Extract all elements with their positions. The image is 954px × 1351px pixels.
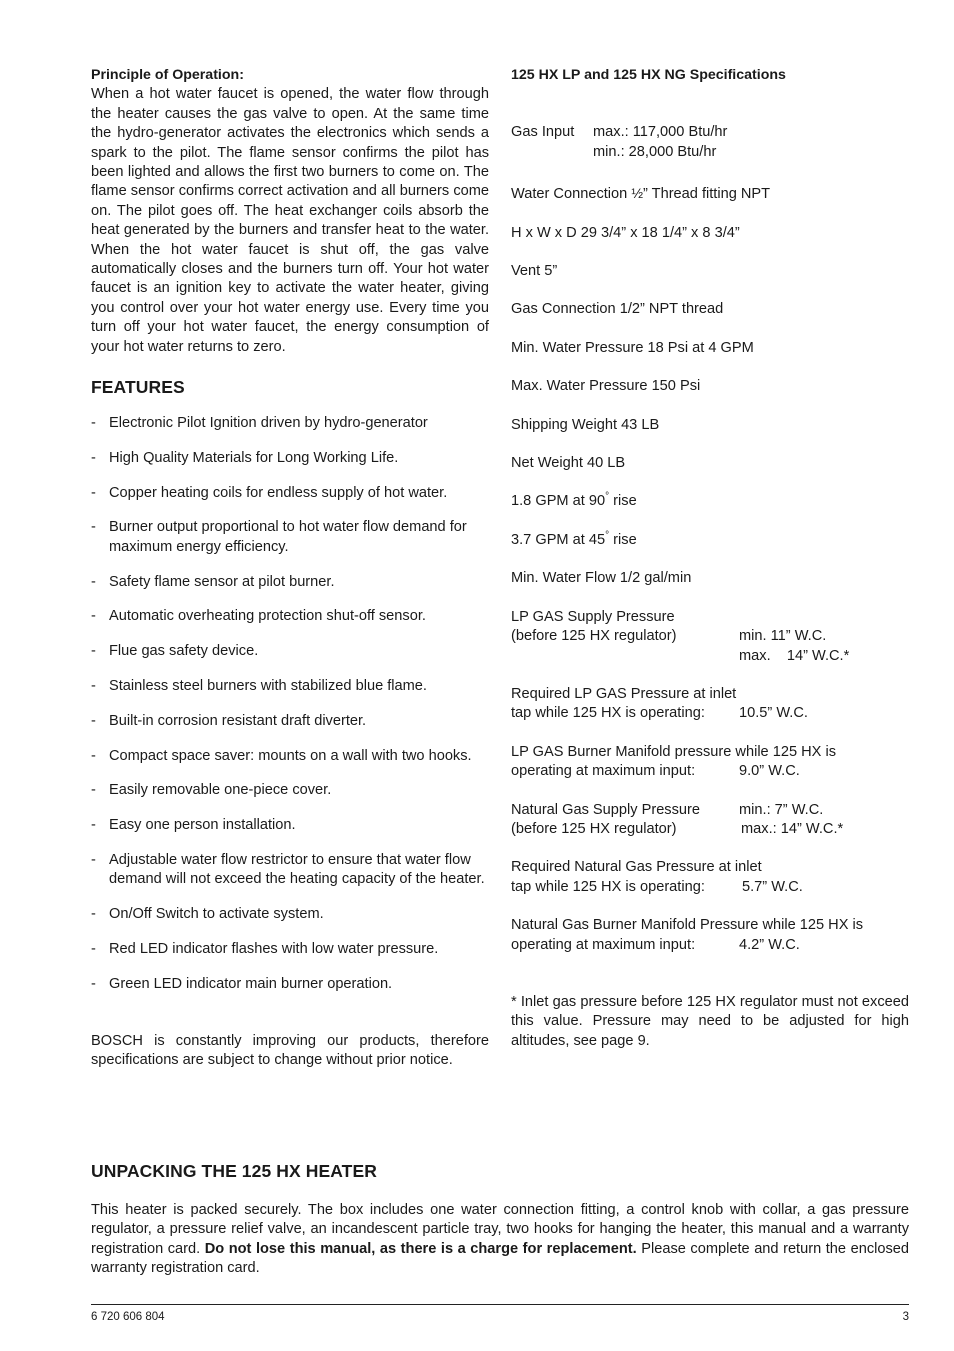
ng-supply-min: min.: 7” W.C. [739, 801, 824, 818]
feature-item [91, 677, 489, 696]
unpacking-body-text: This heater is packed securely. The box includes one water connection fitting, a control knob with collar, a gas pressure regulator, a pressure relief valve, an incandescent particle tray, two hooks for hanging the heater, this manual and a warranty registration card. [91, 1202, 909, 1257]
principle-body: When a hot water faucet is opened, the water flow through the heater causes the gas valve to open. At the same time the hydro-generator activates the electronics which sends a spark to the pilot. The flame sensor confirms the pilot has been lighted and allows the first two burners to come on. The flame sensor confirms correct activation and all burners come on. The pilot goes off. The heat exchanger coils absorb the heat generated by the burners and transfer heat to the water. When the hot water faucet is shut off, the gas valve automatically closes and the burners turn off. Your hot water faucet is an ignition key to activate the water heater, giving you control over your hot water energy use. Every time you turn off your hot water faucet, the energy consumption of your hot water returns to zero. [91, 86, 489, 355]
bullet-dash: - [91, 747, 96, 764]
page-number: 3 [902, 1311, 909, 1323]
bullet-dash: - [91, 975, 96, 992]
lp-supply-spec [511, 608, 849, 666]
gpm-90-value: 1.8 GPM at 90 [511, 493, 606, 510]
lp-manifold-note: operating at maximum input: [511, 763, 696, 780]
ng-supply-label: Natural Gas Supply Pressure [511, 801, 700, 818]
feature-item [91, 518, 489, 557]
water-connection-fraction: ½ [631, 185, 644, 202]
bullet-dash: - [91, 573, 96, 590]
unpacking-section [91, 1160, 909, 1279]
gpm-90-rise: rise [609, 493, 637, 510]
bullet-dash: - [91, 712, 96, 729]
bullet-dash: - [91, 782, 96, 799]
bullet-dash: - [91, 449, 96, 466]
ng-inlet-label: Required Natural Gas Pressure at inlet [511, 859, 762, 876]
max-water-pressure-spec: Max. Water Pressure 150 Psi [511, 378, 701, 395]
bullet-dash: - [91, 941, 96, 958]
bullet-dash: - [91, 817, 96, 834]
unpacking-body [91, 1201, 909, 1279]
features-list [91, 414, 489, 994]
feature-item [91, 781, 489, 800]
feature-item [91, 816, 489, 835]
lp-manifold-label: LP GAS Burner Manifold pressure while 125 HX is [511, 743, 837, 760]
lp-supply-max-value: 14” W.C.* [786, 647, 850, 664]
document-number: 6 720 606 804 [91, 1311, 165, 1323]
bullet-dash: - [91, 415, 96, 432]
lp-supply-min: min. 11” W.C. [739, 628, 827, 645]
unpacking-heading: UNPACKING THE 125 HX HEATER [91, 1161, 377, 1181]
feature-text: Green LED indicator main burner operation. [109, 975, 393, 992]
degree-symbol: ° [605, 530, 610, 542]
gpm-45-value: 3.7 GPM at 45 [511, 531, 606, 548]
water-connection-spec [511, 184, 909, 204]
lp-supply-note: (before 125 HX regulator) [511, 628, 677, 645]
specs-footnote: * Inlet gas pressure before 125 HX regulator must not exceed this value. Pressure may need to be adjusted for high altitudes, see page 9. [511, 993, 909, 1049]
lp-supply-label: LP GAS Supply Pressure [511, 608, 675, 625]
lp-manifold-spec [511, 743, 836, 782]
feature-text: Adjustable water flow restrictor to ensure that water flow demand will not exceed the heating capacity of the heater. [109, 852, 485, 888]
water-connection-label: Water Connection [511, 186, 632, 203]
unpacking-warning: Do not lose this manual, as there is a charge for replacement. [204, 1240, 637, 1257]
feature-item [91, 747, 489, 766]
feature-item [91, 975, 489, 994]
feature-item [91, 642, 489, 661]
lp-supply-max [739, 647, 849, 666]
feature-text: Built-in corrosion resistant draft diverter. [109, 712, 367, 729]
feature-text: Compact space saver: mounts on a wall with two hooks. [109, 747, 472, 764]
ng-inlet-spec [511, 858, 803, 897]
unpacking-body-closing: Please complete and return the enclosed warranty registration card. [91, 1240, 910, 1277]
feature-text: Easily removable one-piece cover. [109, 782, 332, 799]
gpm-45-spec [511, 531, 909, 550]
lp-inlet-note: tap while 125 HX is operating: [511, 705, 705, 722]
gas-connection-spec: Gas Connection 1/2” NPT thread [511, 301, 724, 318]
lp-inlet-spec [511, 685, 808, 724]
feature-item [91, 449, 489, 468]
ng-supply-max: max.: 14” W.C.* [741, 820, 844, 837]
ng-supply-note: (before 125 HX regulator) [511, 820, 677, 837]
lp-manifold-value: 9.0” W.C. [739, 763, 800, 780]
gas-input-label: Gas Input [511, 124, 575, 141]
feature-item [91, 484, 489, 503]
vent-spec: Vent 5” [511, 263, 558, 280]
water-connection-thread: ” Thread fitting NPT [643, 186, 771, 203]
feature-text: Stainless steel burners with stabilized blue flame. [109, 678, 427, 695]
bullet-dash: - [91, 852, 96, 869]
left-column [91, 66, 489, 1070]
lp-inlet-label: Required LP GAS Pressure at inlet [511, 685, 737, 702]
feature-text: On/Off Switch to activate system. [109, 906, 324, 923]
ng-supply-spec [511, 801, 843, 840]
feature-text: Flue gas safety device. [109, 643, 259, 660]
feature-text: Copper heating coils for endless supply of hot water. [109, 484, 448, 501]
feature-text: Burner output proportional to hot water flow demand for maximum energy efficiency. [109, 519, 467, 555]
bosch-notice: BOSCH is constantly improving our products, therefore specifications are subject to change without prior notice. [91, 1032, 489, 1069]
bullet-dash: - [91, 906, 96, 923]
gas-input-min: min.: 28,000 Btu/hr [593, 143, 717, 160]
specs-title: 125 HX LP and 125 HX NG Specifications [511, 67, 786, 83]
feature-item [91, 607, 489, 626]
dimensions-spec: H x W x D 29 3/4” x 18 1/4” x 8 3/4” [511, 224, 740, 241]
bullet-dash: - [91, 484, 96, 501]
ng-inlet-value: 5.7” W.C. [742, 878, 803, 895]
footer-divider [91, 1304, 909, 1305]
features-heading: FEATURES [91, 377, 185, 398]
feature-text: Easy one person installation. [109, 817, 296, 834]
feature-item [91, 414, 489, 433]
right-column [511, 66, 909, 1051]
lp-inlet-value: 10.5” W.C. [739, 705, 808, 722]
feature-item [91, 851, 489, 890]
bullet-dash: - [91, 519, 96, 536]
ng-manifold-spec [511, 916, 863, 955]
ng-manifold-label: Natural Gas Burner Manifold Pressure while 125 HX is [511, 917, 864, 934]
ng-inlet-note: tap while 125 HX is operating: [511, 878, 705, 895]
gas-input-spec [511, 123, 727, 162]
ng-manifold-note: operating at maximum input: [511, 936, 696, 953]
feature-text: Automatic overheating protection shut-off sensor. [109, 608, 426, 625]
bullet-dash: - [91, 608, 96, 625]
feature-text: Safety flame sensor at pilot burner. [109, 573, 335, 590]
bullet-dash: - [91, 678, 96, 695]
principle-title: Principle of Operation: [91, 67, 244, 83]
min-water-pressure-spec: Min. Water Pressure 18 Psi at 4 GPM [511, 339, 754, 356]
shipping-weight-spec: Shipping Weight 43 LB [511, 416, 660, 433]
gas-input-max: max.: 117,000 Btu/hr [593, 124, 728, 141]
feature-item [91, 940, 489, 959]
gpm-45-rise: rise [609, 531, 637, 548]
bullet-dash: - [91, 643, 96, 660]
ng-manifold-value: 4.2” W.C. [739, 936, 800, 953]
feature-text: High Quality Materials for Long Working Life. [109, 449, 399, 466]
lp-supply-max-label: max. [739, 647, 771, 664]
feature-text: Electronic Pilot Ignition driven by hydro-generator [109, 415, 428, 432]
degree-symbol: ° [605, 491, 610, 503]
gpm-90-spec [511, 492, 909, 511]
feature-item [91, 905, 489, 924]
net-weight-spec: Net Weight 40 LB [511, 455, 626, 472]
feature-item [91, 712, 489, 731]
feature-item [91, 573, 489, 592]
min-water-flow-spec: Min. Water Flow 1/2 gal/min [511, 570, 692, 587]
feature-text: Red LED indicator flashes with low water pressure. [109, 941, 439, 958]
